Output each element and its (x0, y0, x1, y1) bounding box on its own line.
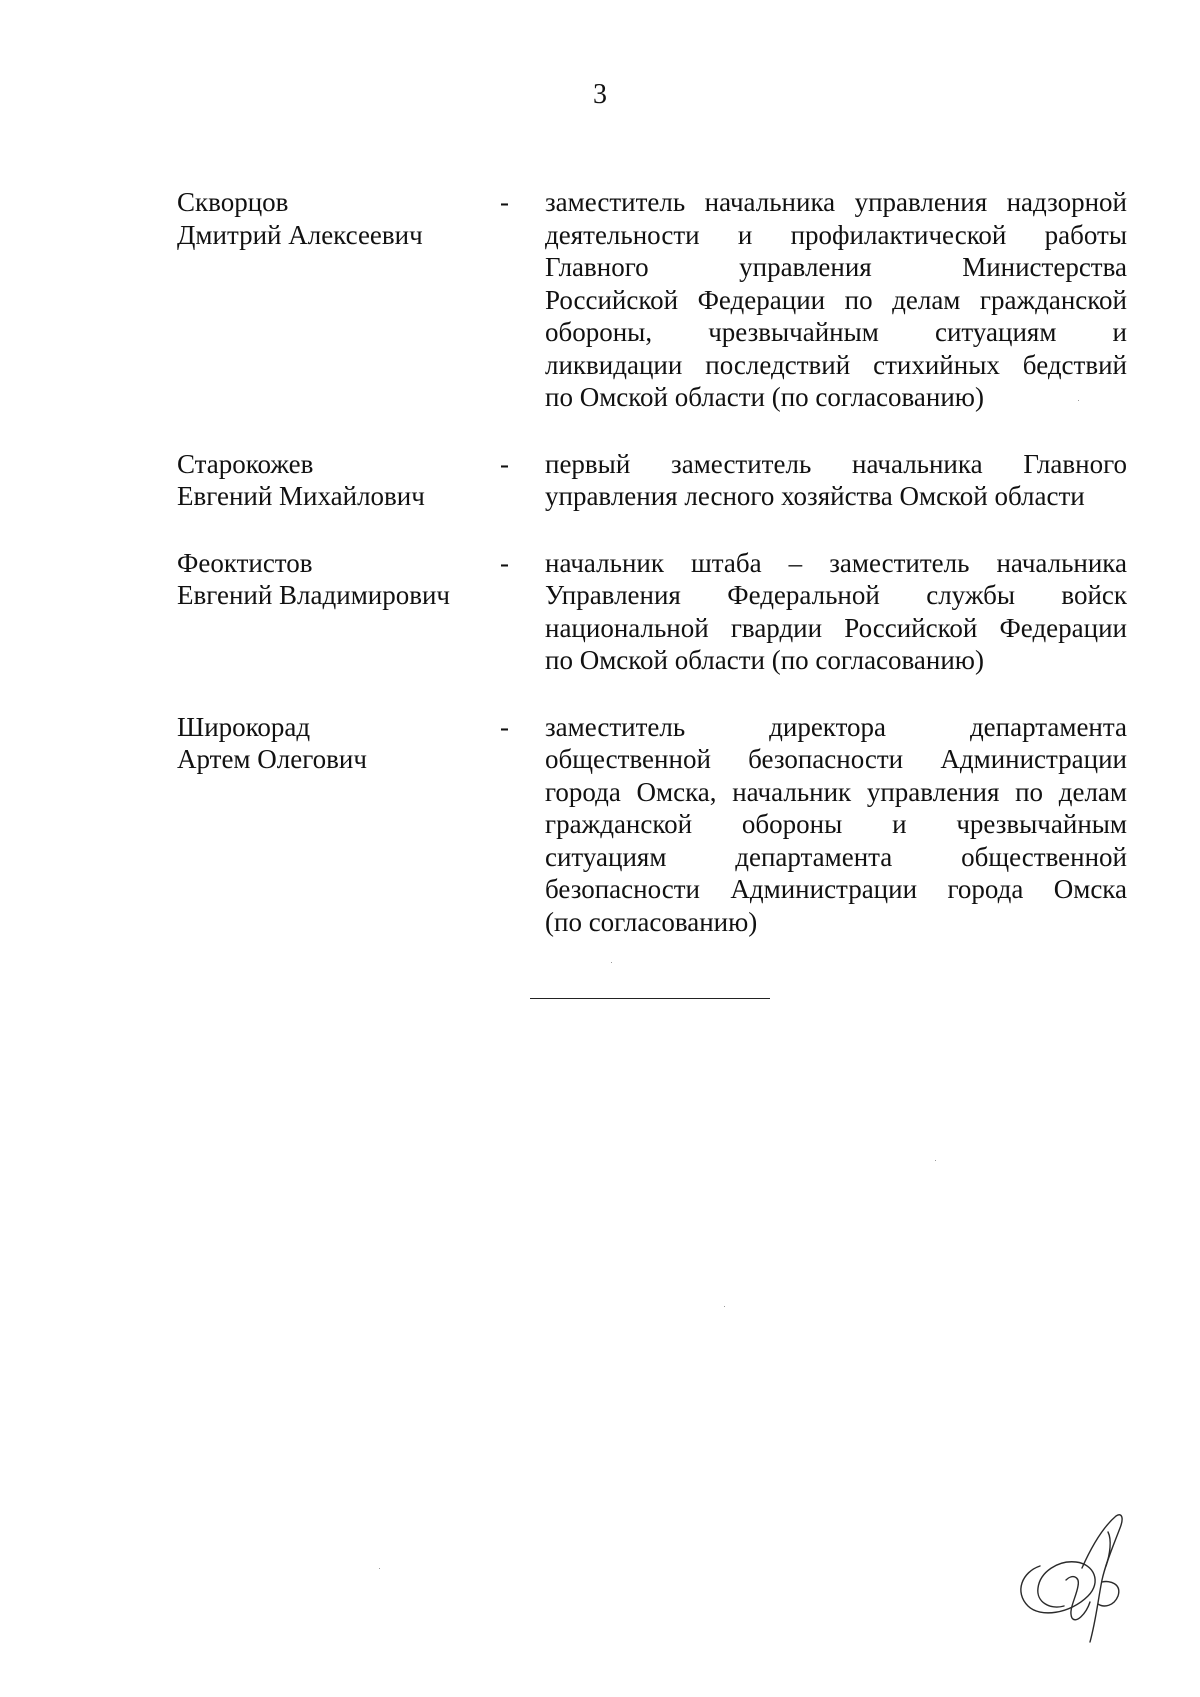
separator-dash: - (500, 187, 509, 217)
member-surname: Широкорад (177, 711, 311, 742)
position-line: безопасности Администрации города Омска (545, 874, 1127, 904)
position-line: Главного управления Министерства (545, 252, 1127, 282)
position-line: города Омска, начальник управления по делам (545, 776, 1127, 807)
position-line: Российской Федерации по делам гражданской (545, 284, 1127, 315)
position-line: общественной безопасности Администрации (545, 744, 1127, 774)
page-number: 3 (593, 79, 607, 110)
scan-speck (379, 1568, 380, 1569)
member-given-names: Евгений Владимирович (177, 580, 451, 610)
member-given-names: Евгений Михайлович (177, 481, 425, 511)
member-position (545, 186, 1127, 414)
scan-speck (1078, 400, 1079, 401)
member-position (545, 711, 1127, 939)
position-line: ситуациям департамента общественной (545, 841, 1127, 872)
member-given-names: Дмитрий Алексеевич (177, 219, 423, 250)
position-line: управления лесного хозяйства Омской области (545, 481, 1085, 511)
member-entry (0, 186, 1200, 414)
member-position (545, 448, 1127, 513)
position-line: заместитель начальника управления надзорной (545, 187, 1127, 217)
member-entry (0, 711, 1200, 939)
member-list (0, 186, 1200, 938)
member-given-names: Артем Олегович (177, 744, 367, 774)
position-line: начальник штаба – заместитель начальника (545, 547, 1127, 578)
position-line: Управления Федеральной службы войск (545, 580, 1127, 610)
position-line: национальной гвардии Российской Федерации (545, 612, 1127, 643)
member-name (177, 711, 507, 776)
position-line: заместитель директора департамента (545, 711, 1127, 742)
member-name (177, 547, 507, 612)
scan-speck (724, 1306, 725, 1307)
member-surname: Старокожев (177, 448, 314, 479)
position-line: (по согласованию) (545, 906, 758, 937)
closing-rule (530, 998, 770, 999)
scan-speck (611, 962, 612, 963)
position-line: первый заместитель начальника Главного (545, 448, 1127, 479)
member-surname: Феоктистов (177, 547, 313, 578)
separator-dash: - (500, 448, 509, 479)
member-entry (0, 547, 1200, 677)
position-line: ликвидации последствий стихийных бедствий (545, 349, 1127, 380)
separator-dash: - (500, 711, 509, 742)
position-line: по Омской области (по согласованию) (545, 645, 984, 675)
position-line: деятельности и профилактической работы (545, 219, 1127, 250)
member-name (177, 448, 507, 513)
scan-speck (935, 1160, 936, 1161)
position-line: обороны, чрезвычайным ситуациям и (545, 317, 1127, 347)
member-entry (0, 448, 1200, 513)
member-name (177, 186, 507, 251)
member-surname: Скворцов (177, 187, 289, 217)
member-position (545, 547, 1127, 677)
position-line: гражданской обороны и чрезвычайным (545, 809, 1127, 839)
separator-dash: - (500, 547, 509, 578)
position-line: по Омской области (по согласованию) (545, 382, 984, 412)
handwritten-signature-icon (1010, 1510, 1150, 1650)
